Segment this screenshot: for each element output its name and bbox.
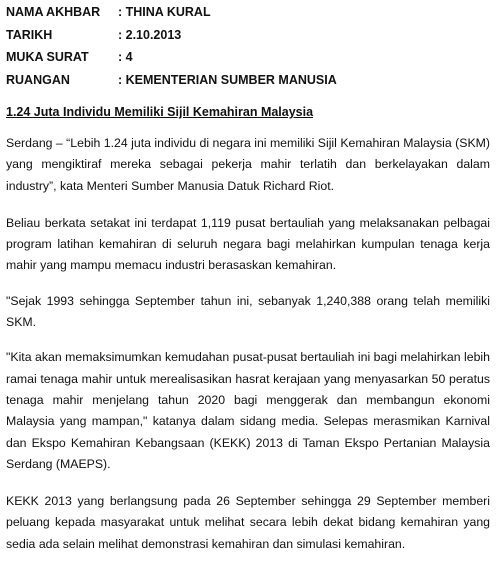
article-headline: 1.24 Juta Individu Memiliki Sijil Kemahiran Malaysia (6, 105, 314, 119)
meta-value-newspaper: : THINA KURAL (118, 5, 211, 19)
meta-value-column: : KEMENTERIAN SUMBER MANUSIA (118, 72, 337, 87)
meta-label-column: RUANGAN (6, 72, 70, 87)
article-paragraph-3: "Sejak 1993 sehingga September tahun ini, sebanyak 1,240,388 orang telah memiliki SKM. (6, 293, 490, 330)
article-paragraph-2: Beliau berkata setakat ini terdapat 1,119 pusat bertauliah yang melaksanakan pelbagai program latihan kemahiran di seluruh negara bagi melahirkan kumpulan tenaga kerja mahir yang mampu memacu industri berasaskan kemahiran. (6, 215, 490, 273)
meta-row-column (6, 73, 490, 96)
meta-row-date (6, 28, 490, 51)
clipping-metadata (6, 5, 490, 95)
meta-value-date: : 2.10.2013 (118, 27, 182, 42)
meta-label-newspaper: NAMA AKHBAR (6, 5, 101, 19)
meta-label-date: TARIKH (6, 27, 53, 42)
meta-row-newspaper (6, 5, 490, 28)
document-page (0, 5, 500, 566)
meta-row-page (6, 50, 490, 73)
meta-value-page: : 4 (118, 50, 133, 64)
meta-label-page: MUKA SURAT (6, 50, 89, 64)
article-paragraph-5: KEKK 2013 yang berlangsung pada 26 September sehingga 29 September memberi peluang kepada masyarakat untuk melihat secara lebih dekat bidang kemahiran yang sedia ada selain melihat demonstrasi kemahiran dan simulasi kemahiran. (6, 494, 490, 551)
article-paragraph-4: "Kita akan memaksimumkan kemudahan pusat-pusat bertauliah ini bagi melahirkan lebih ramai tenaga mahir untuk merealisasikan hasrat kerajaan yang menyasarkan 50 peratus tenaga mahir menjelang tahun 2020 bagi menggerak dan membangun ekonomi Malaysia yang mampan," katanya dalam sidang media. Selepas merasmikan Karnival dan Ekspo Kemahiran Kebangsaan (KEKK) 2013 di Taman Ekspo Pertanian Malaysia Serdang (MAEPS). (6, 350, 490, 471)
article-paragraph-1: Serdang – “Lebih 1.24 juta individu di negara ini memiliki Sijil Kemahiran Malaysia (SKM) yang mengiktiraf mereka sebagai pekerja mahir terlatih dan berkelayakan dalam industry”, kata Menteri Sumber Manusia Datuk Richard Riot. (6, 136, 490, 193)
